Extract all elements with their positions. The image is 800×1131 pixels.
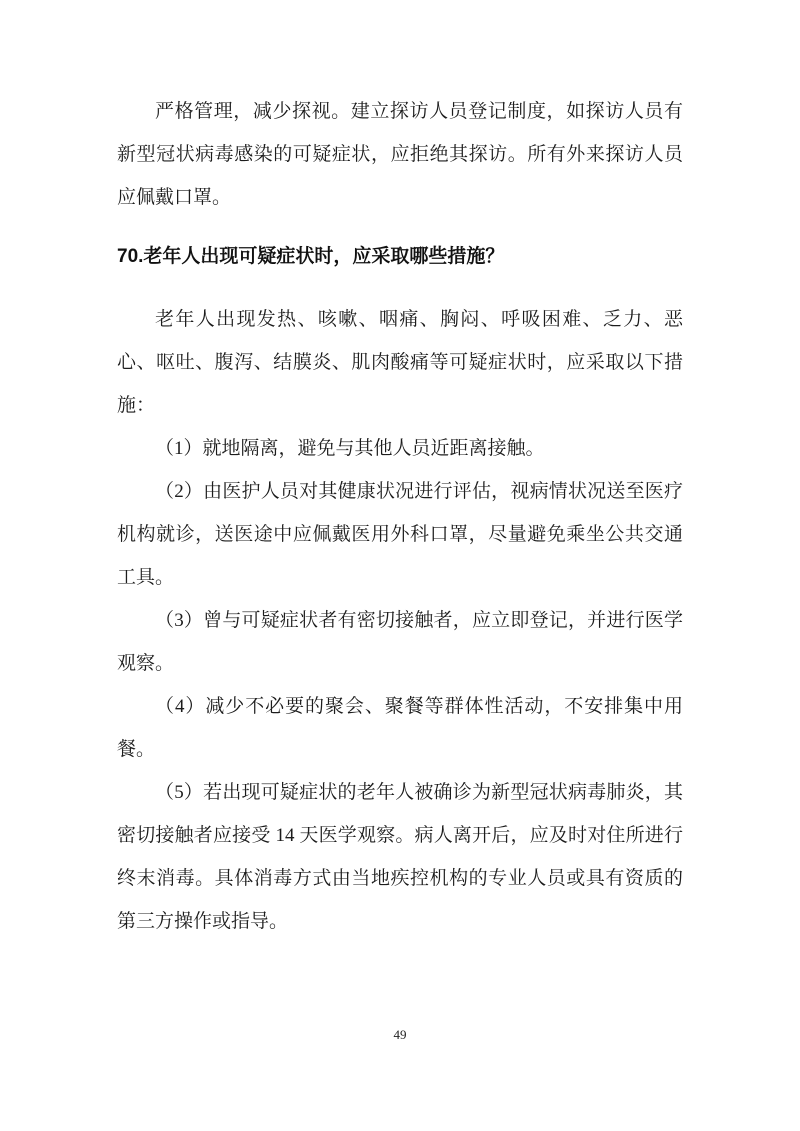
paragraph-answer-intro: 老年人出现发热、咳嗽、咽痛、胸闷、呼吸困难、乏力、恶心、呕吐、腹泻、结膜炎、肌肉酸痛等可疑症状时，应采取以下措施： xyxy=(117,309,683,416)
question-70-heading: 70.老年人出现可疑症状时，应采取哪些措施？ xyxy=(117,246,505,267)
measure-item-3: （3）曾与可疑症状者有密切接触者，应立即登记，并进行医学观察。 xyxy=(117,610,683,674)
measure-item-4: （4）减少不必要的聚会、聚餐等群体性活动，不安排集中用餐。 xyxy=(117,696,683,760)
measure-item-2: （2）由医护人员对其健康状况进行评估，视病情状况送至医疗机构就诊，送医途中应佩戴医用外科口罩，尽量避免乘坐公共交通工具。 xyxy=(117,481,683,588)
page-number: 49 xyxy=(393,1027,407,1042)
measure-item-1: （1）就地隔离，避免与其他人员近距离接触。 xyxy=(155,438,545,459)
page-footer xyxy=(0,1026,800,1044)
measure-item-5: （5）若出现可疑症状的老年人被确诊为新型冠状病毒肺炎，其密切接触者应接受 14 天医学观察。病人离开后，应及时对住所进行终末消毒。具体消毒方式由当地疾控机构的专业人员或具有资质的第三方操作或指导。 xyxy=(117,782,683,932)
paragraph-visitor-management: 严格管理，减少探视。建立探访人员登记制度，如探访人员有新型冠状病毒感染的可疑症状，应拒绝其探访。所有外来探访人员应佩戴口罩。 xyxy=(117,101,683,208)
